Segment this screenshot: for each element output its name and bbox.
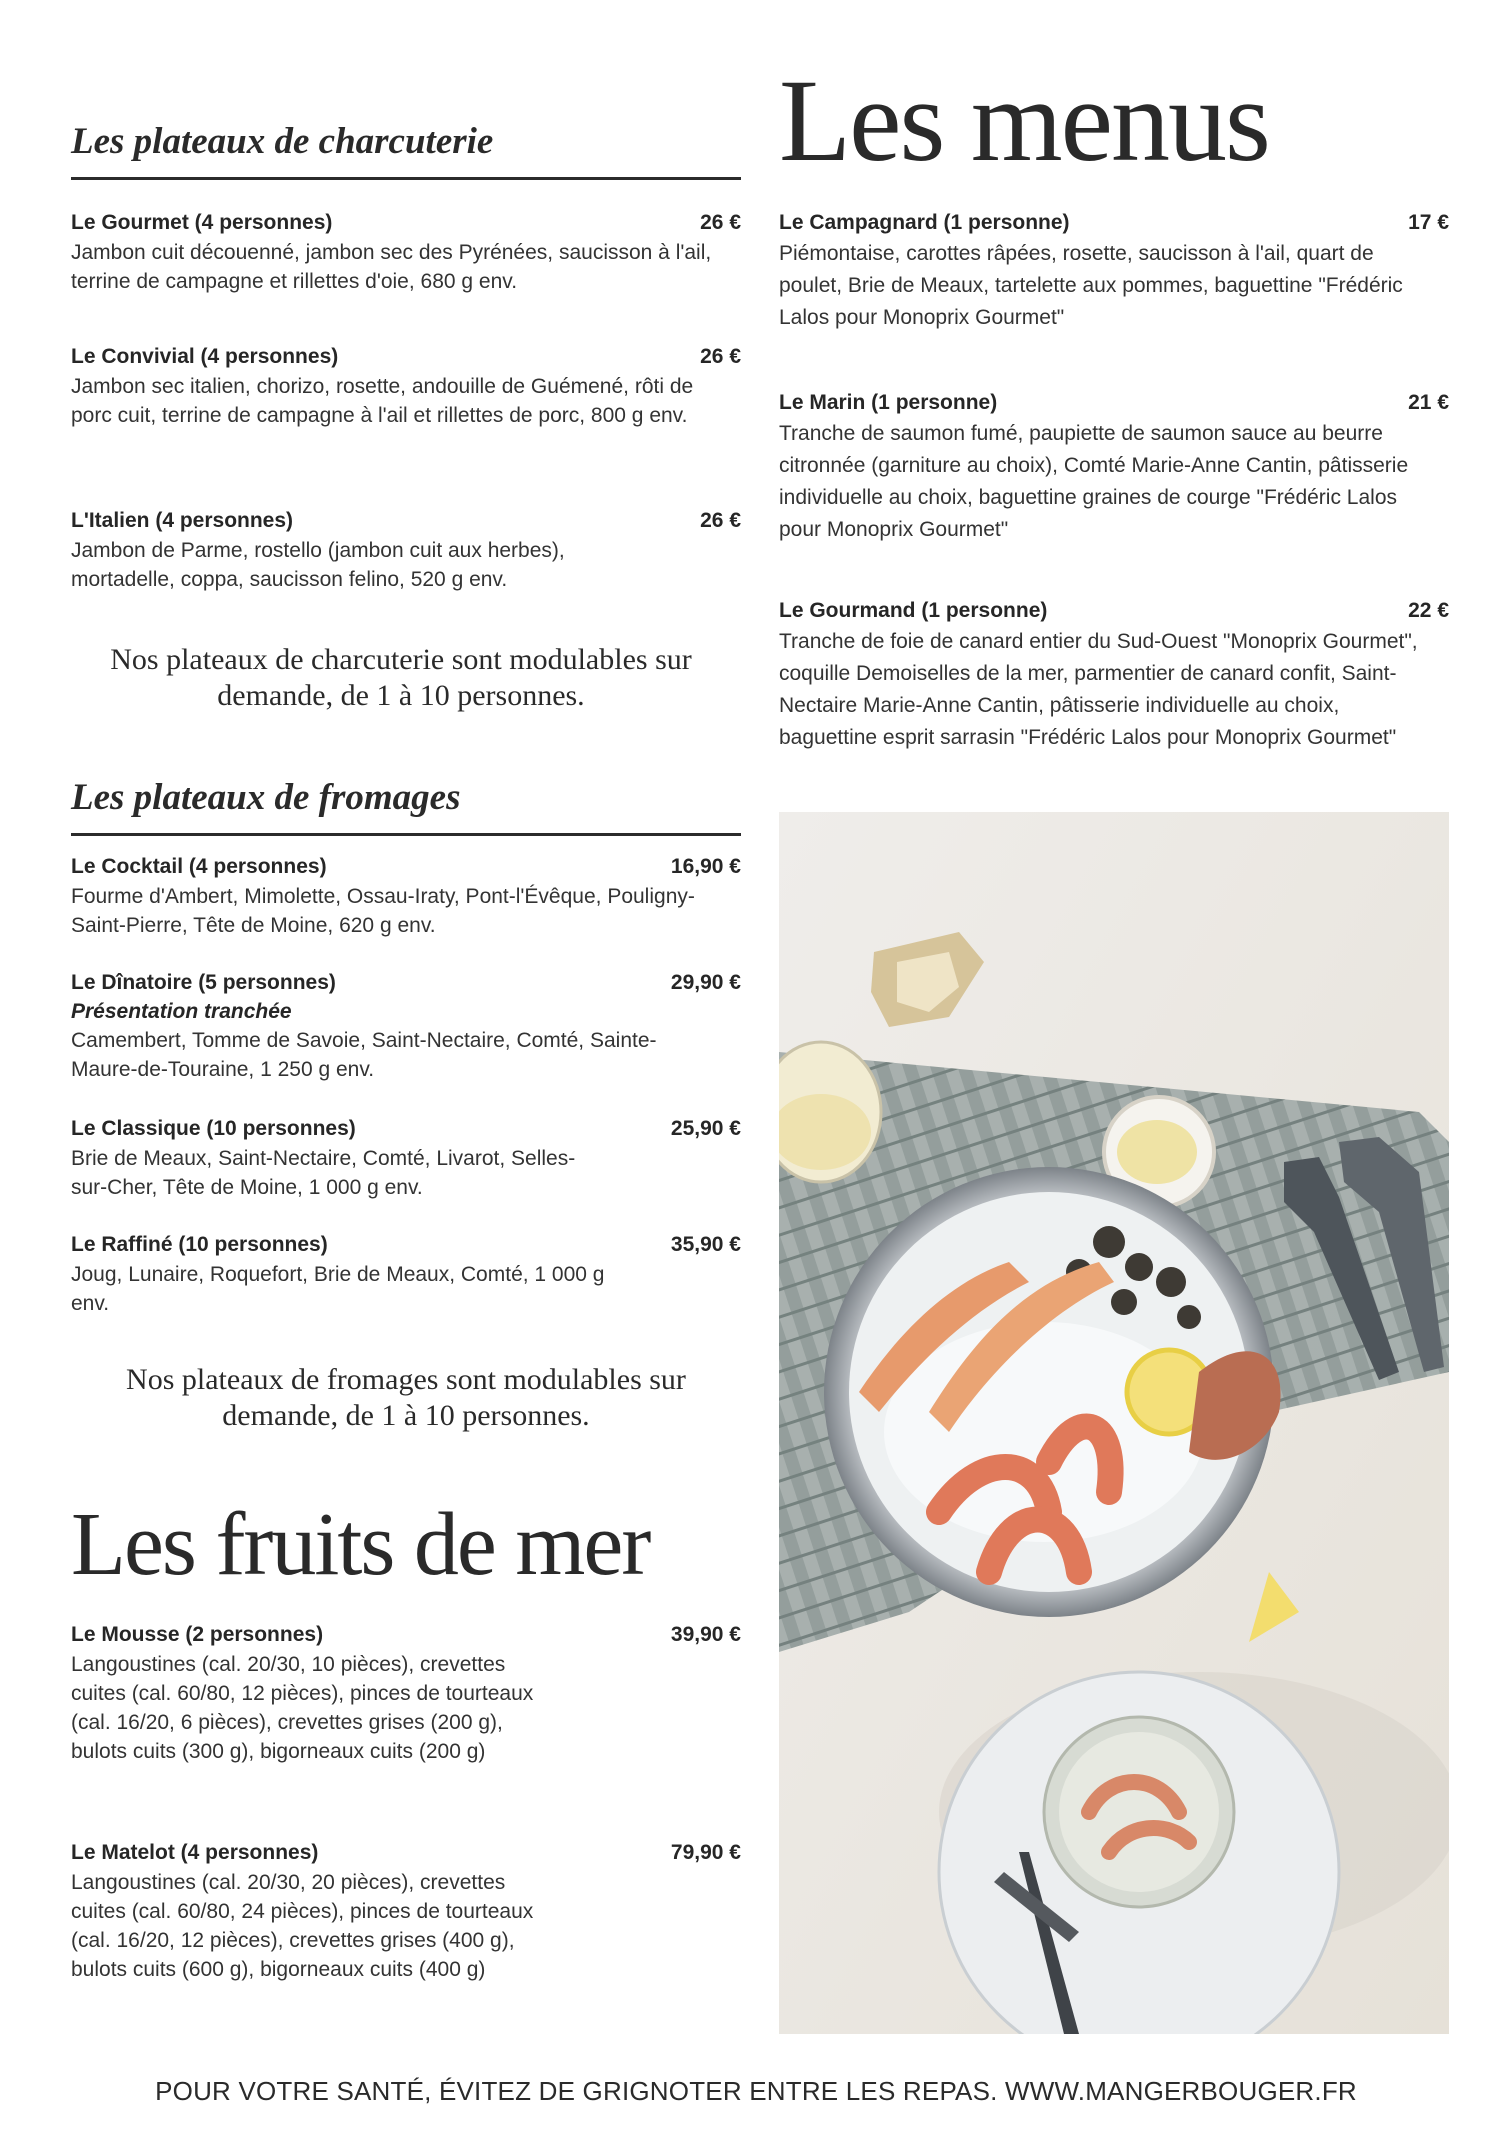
- item-name: Le Dînatoire (5 personnes): [71, 971, 336, 994]
- item-name: Le Convivial (4 personnes): [71, 345, 339, 368]
- item-subtitle: Présentation tranchée: [71, 1000, 292, 1023]
- item-description: Jambon cuit découenné, jambon sec des Pyrénées, saucisson à l'ail, terrine de campagne et rillettes d'oie, 680 g env.: [71, 241, 712, 293]
- item-header: [71, 1230, 741, 1260]
- item-price: 26 €: [700, 211, 741, 234]
- item-header: [779, 208, 1449, 238]
- item-description: Tranche de saumon fumé, paupiette de saumon sauce au beurre citronnée (garniture au choix), Comté Marie-Anne Cantin, pâtisserie individuelle au choix, baguettine graines de courge "Frédéric Lalos pour Monoprix Gourmet": [779, 422, 1409, 541]
- footer-notice: POUR VOTRE SANTÉ, ÉVITEZ DE GRIGNOTER ENTRE LES REPAS. WWW.MANGERBOUGER.FR: [155, 2076, 1357, 2106]
- item-header: [779, 596, 1449, 626]
- item-price: 16,90 €: [670, 855, 741, 878]
- menus-title: Les menus: [779, 55, 1269, 186]
- item-price: 22 €: [1408, 599, 1449, 622]
- item-header: [71, 1620, 741, 1650]
- item-name: Le Marin (1 personne): [779, 391, 998, 414]
- menu-item: [71, 506, 741, 594]
- item-name: Le Mousse (2 personnes): [71, 1623, 324, 1646]
- item-name: Le Classique (10 personnes): [71, 1117, 356, 1140]
- item-price: 35,90 €: [670, 1233, 741, 1256]
- item-header: [71, 506, 741, 536]
- item-header: [71, 852, 741, 882]
- item-price: 39,90 €: [670, 1623, 741, 1646]
- seafood-photo: [779, 812, 1449, 2034]
- item-name: Le Cocktail (4 personnes): [71, 855, 327, 878]
- fruits-de-mer-title: Les fruits de mer: [71, 1495, 650, 1594]
- item-header: [71, 342, 741, 372]
- fromages-title: Les plateaux de fromages: [71, 776, 741, 836]
- item-header: [71, 1114, 741, 1144]
- menu-item: [779, 596, 1449, 754]
- item-description: Piémontaise, carottes râpées, rosette, saucisson à l'ail, quart de poulet, Brie de Meaux, tartelette aux pommes, baguettine "Frédéric Lalos pour Monoprix Gourmet": [779, 242, 1403, 329]
- item-name: Le Gourmand (1 personne): [779, 599, 1048, 622]
- menu-item: [71, 968, 741, 1084]
- item-price: 25,90 €: [670, 1117, 741, 1140]
- menu-item: [71, 1230, 741, 1318]
- item-description: Brie de Meaux, Saint-Nectaire, Comté, Livarot, Selles-sur-Cher, Tête de Moine, 1 000 g env.: [71, 1147, 576, 1199]
- item-name: Le Gourmet (4 personnes): [71, 211, 333, 234]
- item-description: Jambon de Parme, rostello (jambon cuit aux herbes), mortadelle, coppa, saucisson felino, 520 g env.: [71, 539, 565, 591]
- item-name: Le Raffiné (10 personnes): [71, 1233, 328, 1256]
- item-price: 29,90 €: [670, 971, 741, 994]
- item-price: 17 €: [1408, 211, 1449, 234]
- item-description: Langoustines (cal. 20/30, 20 pièces), crevettes cuites (cal. 60/80, 24 pièces), pinces de tourteaux (cal. 16/20, 12 pièces), crevettes grises (400 g), bulots cuits (600 g), bigorneaux cuits (400 g): [71, 1871, 534, 1981]
- menu-item: [71, 1838, 741, 1984]
- item-header: [779, 388, 1449, 418]
- charcuterie-note: Nos plateaux de charcuterie sont modulables sur demande, de 1 à 10 personnes.: [110, 643, 692, 712]
- menu-item: [71, 852, 741, 940]
- item-description: Fourme d'Ambert, Mimolette, Ossau-Iraty, Pont-l'Évêque, Pouligny-Saint-Pierre, Tête de Moine, 620 g env.: [71, 885, 695, 937]
- item-price: 79,90 €: [670, 1841, 741, 1864]
- menu-item: [71, 208, 741, 296]
- menu-item: [779, 208, 1449, 334]
- item-description: Langoustines (cal. 20/30, 10 pièces), crevettes cuites (cal. 60/80, 12 pièces), pinces de tourteaux (cal. 16/20, 6 pièces), crevettes grises (200 g), bulots cuits (300 g), bigorneaux cuits (200 g): [71, 1653, 534, 1763]
- item-description: Camembert, Tomme de Savoie, Saint-Nectaire, Comté, Sainte-Maure-de-Touraine, 1 250 g env.: [71, 1029, 657, 1081]
- item-name: Le Matelot (4 personnes): [71, 1841, 319, 1864]
- item-description: Joug, Lunaire, Roquefort, Brie de Meaux, Comté, 1 000 g env.: [71, 1263, 605, 1315]
- charcuterie-title: Les plateaux de charcuterie: [71, 120, 741, 180]
- menu-item: [71, 1114, 741, 1202]
- item-name: Le Campagnard (1 personne): [779, 211, 1070, 234]
- item-header: [71, 968, 741, 998]
- menu-item: [779, 388, 1449, 546]
- item-description: Tranche de foie de canard entier du Sud-Ouest "Monoprix Gourmet", coquille Demoiselles de la mer, parmentier de canard confit, Saint-Nectaire Marie-Anne Cantin, pâtisserie individuelle au choix, baguettine esprit sarrasin "Frédéric Lalos pour Monoprix Gourmet": [779, 630, 1418, 749]
- item-name: L'Italien (4 personnes): [71, 509, 294, 532]
- item-price: 21 €: [1408, 391, 1449, 414]
- fromages-note: Nos plateaux de fromages sont modulables sur demande, de 1 à 10 personnes.: [126, 1363, 686, 1432]
- menu-item: [71, 342, 741, 430]
- item-price: 26 €: [700, 345, 741, 368]
- item-price: 26 €: [700, 509, 741, 532]
- item-header: [71, 1838, 741, 1868]
- menu-item: [71, 1620, 741, 1766]
- item-header: [71, 208, 741, 238]
- item-description: Jambon sec italien, chorizo, rosette, andouille de Guémené, rôti de porc cuit, terrine de campagne à l'ail et rillettes de porc, 800 g env.: [71, 375, 694, 427]
